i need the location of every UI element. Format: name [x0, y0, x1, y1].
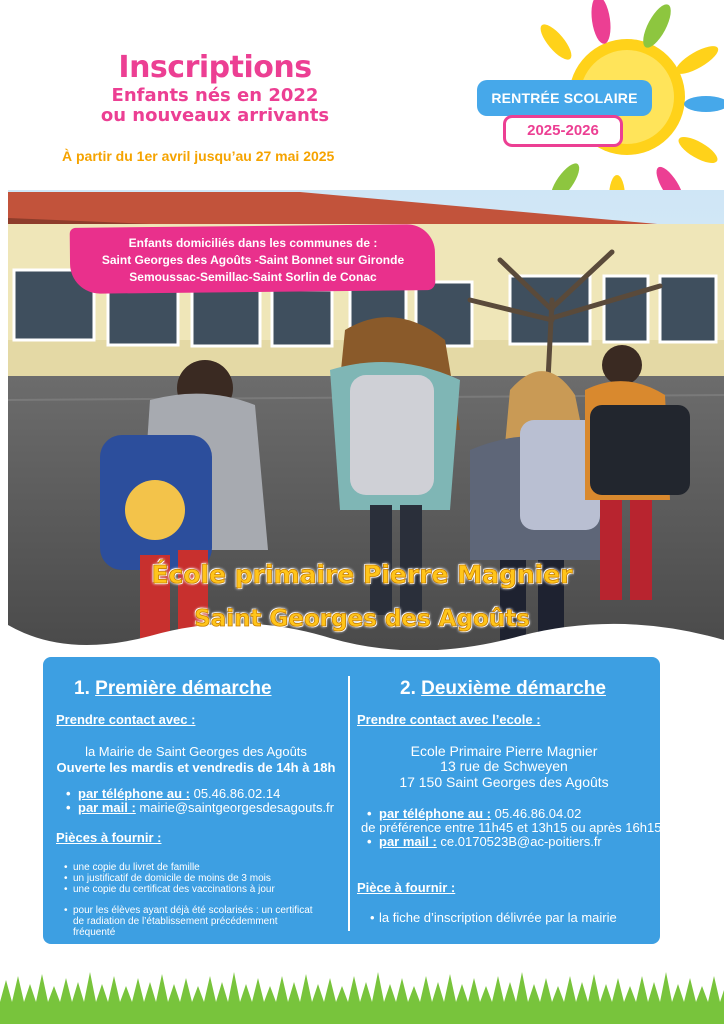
step2-heading: [400, 678, 606, 700]
step2-phone-item: [379, 806, 581, 821]
school-town: Saint Georges des Agoûts: [194, 606, 530, 632]
rentree-badge: RENTRÉE SCOLAIRE: [477, 80, 652, 116]
step1-doc-item: • une copie du certificat des vaccinations à jour: [73, 884, 275, 895]
school-name: École primaire Pierre Magnier: [151, 560, 573, 589]
step2-phone-note: de préférence entre 11h45 et 13h15 ou après 16h15: [361, 820, 662, 835]
subtitle-line-1: Enfants nés en 2022: [111, 85, 319, 106]
grass-decoration: [0, 972, 724, 1024]
step2-street: 13 rue de Schweyen: [440, 758, 568, 774]
step2-mail[interactable]: ce.0170523B@ac-poitiers.fr: [440, 834, 602, 849]
step1-mail-label: par mail :: [78, 800, 136, 815]
step1-docs-heading: Pièces à fournir :: [56, 830, 162, 845]
communes-list-line-1: Saint Georges des Agoûts -Saint Bonnet sur Gironde: [101, 253, 405, 267]
step1-doc-item: • une copie du livret de famille: [73, 862, 200, 873]
step1-mail[interactable]: mairie@saintgeorgesdesagouts.fr: [139, 800, 334, 815]
step1-heading: [74, 678, 272, 700]
step1-contact-heading: Prendre contact avec :: [56, 712, 196, 727]
school-year-badge: 2025-2026: [503, 115, 623, 147]
step2-school-name: Ecole Primaire Pierre Magnier: [410, 743, 598, 759]
step2-title: Deuxième démarche: [421, 678, 606, 699]
step1-extra-line-1: • pour les élèves ayant déjà été scolarisés : un certificat: [73, 905, 313, 916]
step2-city: 17 150 Saint Georges des Agoûts: [399, 774, 609, 790]
step2-phone-label: par téléphone au :: [379, 806, 491, 821]
step1-phone-item: [78, 786, 280, 801]
step1-title: Première démarche: [95, 678, 272, 699]
step1-mail-item: [78, 800, 334, 815]
step2-contact-heading: Prendre contact avec l’ecole :: [357, 712, 541, 727]
step1-phone[interactable]: 05.46.86.02.14: [193, 786, 281, 801]
step1-extra-line-2: de radiation de l’établissement précédemment: [73, 916, 278, 927]
step1-doc-item: • un justificatif de domicile de moins de 3 mois: [73, 873, 271, 884]
step1-phone-label: par téléphone au :: [78, 786, 190, 801]
step1-number: 1.: [74, 678, 90, 699]
subtitle-line-2: ou nouveaux arrivants: [100, 105, 330, 126]
communes-list-line-2: Semoussac-Semillac-Saint Sorlin de Conac: [129, 270, 377, 284]
step2-phone[interactable]: 05.46.86.04.02: [494, 806, 582, 821]
column-divider: [348, 676, 350, 931]
step1-contact-name: la Mairie de Saint Georges des Agoûts: [85, 744, 307, 759]
step2-mail-item: [379, 834, 602, 849]
step1-opening-hours: Ouverte les mardis et vendredis de 14h à 18h: [56, 760, 336, 775]
step2-mail-label: par mail :: [379, 834, 437, 849]
step2-doc-heading: Pièce à fournir :: [357, 880, 456, 895]
communes-heading: Enfants domiciliés dans les communes de :: [128, 236, 378, 250]
step2-doc-item: • la fiche d’inscription délivrée par la mairie: [379, 910, 617, 925]
registration-dates: À partir du 1er avril jusqu’au 27 mai 2025: [62, 148, 335, 164]
page-title: Inscriptions: [118, 50, 312, 85]
step1-extra-line-3: fréquenté: [73, 927, 116, 938]
step2-number: 2.: [400, 678, 416, 699]
